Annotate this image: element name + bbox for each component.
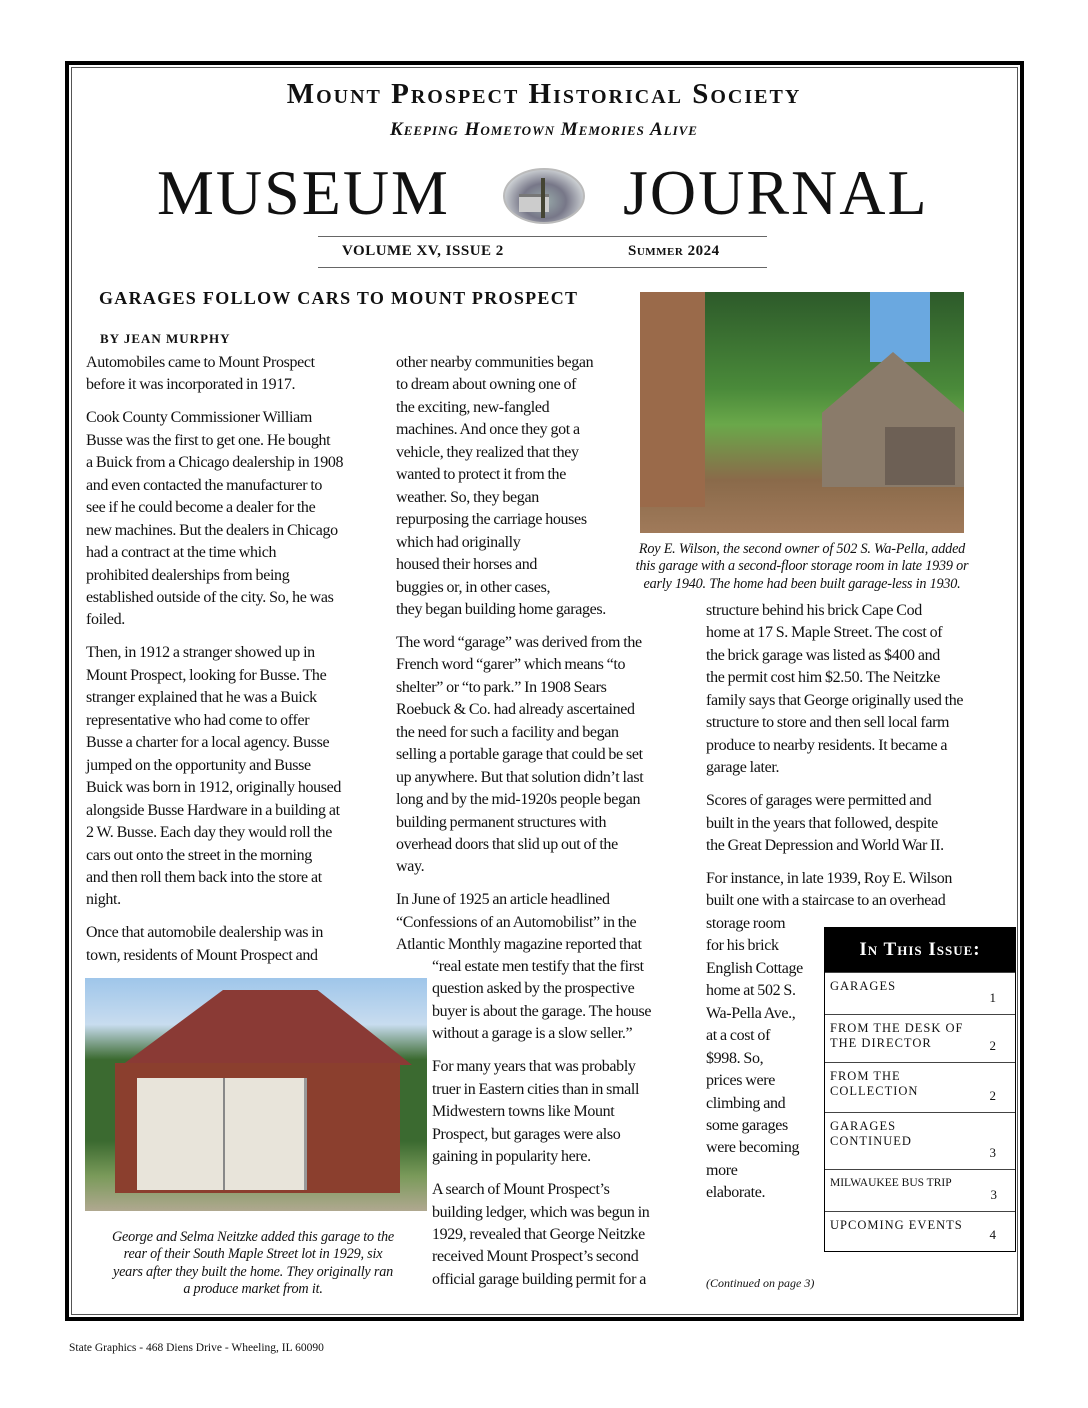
toc-item[interactable] [825, 1169, 1015, 1211]
text-line: prohibited dealerships from being [86, 566, 290, 584]
text-line: received Mount Prospect’s second [432, 1248, 639, 1266]
text-line: more [706, 1161, 738, 1179]
text-line: Busse was the first to get one. He bought [86, 431, 331, 449]
text-line: $998. So, [706, 1049, 764, 1067]
text-line: Atlantic Monthly magazine reported that [396, 936, 642, 954]
text-line: way. [396, 858, 425, 876]
text-line: home at 17 S. Maple Street. The cost of [706, 624, 943, 642]
toc-label: UPCOMING EVENTS [830, 1218, 963, 1232]
volume-issue: VOLUME XV, ISSUE 2 [342, 243, 504, 259]
text-line: produce to nearby residents. It became a [706, 736, 948, 754]
text-line: For many years that was probably [432, 1058, 636, 1076]
text-line: Wa-Pella Ave., [706, 1004, 796, 1022]
tagline: Keeping Hometown Memories Alive [390, 119, 698, 140]
text-line: prices were [706, 1072, 775, 1090]
text-line: early 1940. The home had been built garage-less in 1930. [643, 575, 961, 592]
text-line: for his brick [706, 937, 779, 955]
text-line: wanted to protect it from the [396, 466, 566, 484]
text-line: overhead doors that slid up out of the [396, 836, 618, 854]
toc-item[interactable] [825, 972, 1015, 1014]
text-line: George and Selma Neitzke added this garage to the [111, 1229, 395, 1245]
text-line: structure behind his brick Cape Cod [706, 602, 922, 619]
divider [318, 236, 767, 237]
text-line: long and by the mid-1920s people began [396, 791, 641, 809]
text-line: established outside of the city. So, he was [86, 589, 334, 607]
text-line: foiled. [86, 611, 125, 629]
quote [432, 956, 698, 1046]
toc-item[interactable] [825, 1014, 1015, 1062]
text-line: vehicle, they realized that they [396, 443, 579, 461]
continued-note[interactable]: (Continued on page 3) [706, 1276, 815, 1290]
text-line: Then, in 1912 a stranger showed up in [86, 644, 315, 662]
text-line: French word “garer” which means “to [396, 656, 626, 674]
text-line: night. [86, 891, 121, 909]
text-line: the need for such a facility and began [396, 723, 619, 741]
column-2-bottom [432, 956, 698, 1302]
text-line: garage later. [706, 759, 780, 777]
text-line: buggies or, in other cases, [396, 578, 551, 596]
text-line: built one with a staircase to an overhead [706, 892, 946, 910]
text-line: built in the years that followed, despite [706, 814, 938, 832]
title-journal: JOURNAL [623, 157, 929, 228]
text-line: the Great Depression and World War II. [706, 837, 944, 855]
text-line: the brick garage was listed as $400 and [706, 646, 940, 664]
text-line: Cook County Commissioner William [86, 409, 312, 427]
text-line: without a garage is a slow seller.” [432, 1025, 633, 1043]
neitzke-garage-photo [85, 978, 427, 1211]
text-line: Automobiles came to Mount Prospect [86, 354, 315, 371]
text-line: the permit cost him $2.50. The Neitzke [706, 669, 941, 687]
text-line: some garages [706, 1116, 788, 1134]
neitzke-caption [80, 1229, 426, 1298]
toc-item[interactable] [825, 1211, 1015, 1251]
text-line: climbing and [706, 1094, 786, 1112]
text-line: they began building home garages. [396, 600, 606, 618]
toc-item[interactable] [825, 1112, 1015, 1169]
toc-label: GARAGES CONTINUED [830, 1119, 912, 1148]
text-line: 1929, revealed that George Neitzke [432, 1225, 645, 1243]
text-line: storage room [706, 914, 786, 932]
text-line: before it was incorporated in 1917. [86, 376, 296, 394]
text-line: selling a portable garage that could be set [396, 746, 643, 764]
text-line: English Cottage [706, 959, 803, 977]
text-line: the exciting, new-fangled [396, 398, 550, 416]
text-line: other nearby communities began [396, 354, 594, 371]
text-line: a produce market from it. [183, 1280, 323, 1297]
text-line: In June of 1925 an article headlined [396, 891, 610, 909]
toc-title: In This Issue: [825, 928, 1015, 972]
paragraph [706, 790, 1016, 857]
text-line: question asked by the prospective [432, 980, 635, 998]
paragraph [432, 1179, 698, 1291]
text-line: “Confessions of an Automobilist” in the [396, 913, 637, 931]
article-headline: GARAGES FOLLOW CARS TO MOUNT PROSPECT [99, 288, 579, 308]
text-line: to dream about owning one of [396, 376, 577, 394]
text-line: alongside Busse Hardware in a building at [86, 801, 340, 819]
text-line: Prospect, but garages were also [432, 1125, 621, 1143]
paragraph [86, 922, 391, 967]
wilson-garage-photo [640, 292, 964, 533]
text-line: which had originally [396, 533, 521, 551]
in-this-issue-box [824, 927, 1016, 1252]
text-line: years after they built the home. They originally ran [112, 1263, 393, 1280]
text-line: repurposing the carriage houses [396, 511, 587, 529]
toc-label: GARAGES [830, 979, 897, 993]
text-line: Midwestern towns like Mount [432, 1103, 615, 1121]
text-line: Mount Prospect, looking for Busse. The [86, 666, 327, 684]
toc-page: 1 [989, 989, 997, 1005]
text-line: and even contacted the manufacturer to [86, 476, 323, 494]
footer-printer: State Graphics - 468 Diens Drive - Wheeling, IL 60090 [69, 1342, 324, 1354]
text-line: representative who had come to offer [86, 711, 310, 729]
text-line: had a contract at the time which [86, 544, 277, 562]
text-line: machines. And once they got a [396, 421, 580, 439]
toc-page: 3 [990, 1186, 997, 1202]
text-line: up anywhere. But that solution didn’t last [396, 768, 644, 786]
toc-page: 3 [989, 1144, 997, 1160]
column-1 [86, 352, 391, 978]
text-line: rear of their South Maple Street lot in 1929, six [123, 1246, 383, 1263]
text-line: gaining in popularity here. [432, 1148, 591, 1166]
text-line: jumped on the opportunity and Busse [86, 756, 311, 774]
paragraph [396, 632, 698, 879]
toc-page: 2 [989, 1037, 997, 1053]
text-line: truer in Eastern cities than in small [432, 1080, 640, 1098]
text-line: Roebuck & Co. had already ascertained [396, 701, 635, 719]
text-line: family says that George originally used the [706, 691, 964, 709]
toc-item[interactable] [825, 1062, 1015, 1112]
text-line: cars out onto the street in the morning [86, 846, 312, 864]
title-museum: MUSEUM [157, 157, 450, 228]
text-line: “real estate men testify that the first [432, 958, 644, 975]
text-line: new machines. But the dealers in Chicago [86, 521, 338, 539]
paragraph [432, 1056, 698, 1168]
toc-page: 4 [989, 1226, 997, 1242]
text-line: this garage with a second-floor storage room in late 1939 or [635, 558, 969, 575]
paragraph [86, 642, 391, 911]
text-line: weather. So, they began [396, 488, 539, 506]
text-line: A search of Mount Prospect’s [432, 1181, 610, 1199]
text-line: The word “garage” was derived from the [396, 633, 642, 651]
article-byline: BY JEAN MURPHY [100, 331, 231, 346]
paragraph [396, 889, 698, 956]
toc-label: FROM THE DESK OF THE DIRECTOR [830, 1021, 964, 1050]
divider [318, 267, 767, 268]
text-line: home at 502 S. [706, 982, 796, 1000]
text-line: For instance, in late 1939, Roy E. Wilson [706, 869, 953, 887]
paragraph [86, 352, 391, 397]
issue-season: Summer 2024 [628, 243, 720, 259]
text-line: at a cost of [706, 1027, 771, 1045]
text-line: housed their horses and [396, 556, 538, 574]
paragraph [86, 407, 391, 632]
text-line: see if he could become a dealer for the [86, 499, 316, 517]
text-line: buyer is about the garage. The house [432, 1002, 652, 1020]
text-line: shelter” or “to park.” In 1908 Sears [396, 678, 607, 696]
toc-label: FROM THE COLLECTION [830, 1069, 919, 1098]
text-line: structure to store and then sell local farm [706, 714, 950, 732]
text-line: building permanent structures with [396, 813, 607, 831]
society-logo [503, 168, 585, 224]
text-line: official garage building permit for a [432, 1270, 646, 1288]
text-line: town, residents of Mount Prospect and [86, 946, 318, 964]
text-line: elaborate. [706, 1184, 766, 1202]
text-line: Buick was born in 1912, originally housed [86, 779, 342, 797]
wilson-caption [600, 541, 1004, 593]
text-line: stranger explained that he was a Buick [86, 689, 317, 707]
text-line: Once that automobile dealership was in [86, 924, 324, 942]
text-line: Scores of garages were permitted and [706, 792, 932, 810]
org-name: Mount Prospect Historical Society [286, 78, 802, 110]
text-line: a Buick from a Chicago dealership in 1908 [86, 454, 344, 472]
text-line: Busse a charter for a local agency. Busse [86, 734, 330, 752]
text-line: were becoming [706, 1139, 800, 1157]
text-line: 2 W. Busse. Each day they would roll the [86, 824, 332, 842]
text-line: building ledger, which was begun in [432, 1203, 650, 1221]
toc-label: MILWAUKEE BUS TRIP [830, 1177, 952, 1189]
text-line: and then roll them back into the store at [86, 868, 322, 886]
text-line: Roy E. Wilson, the second owner of 502 S. Wa-Pella, added [638, 541, 966, 557]
paragraph [706, 600, 1016, 780]
toc-page: 2 [989, 1087, 997, 1103]
